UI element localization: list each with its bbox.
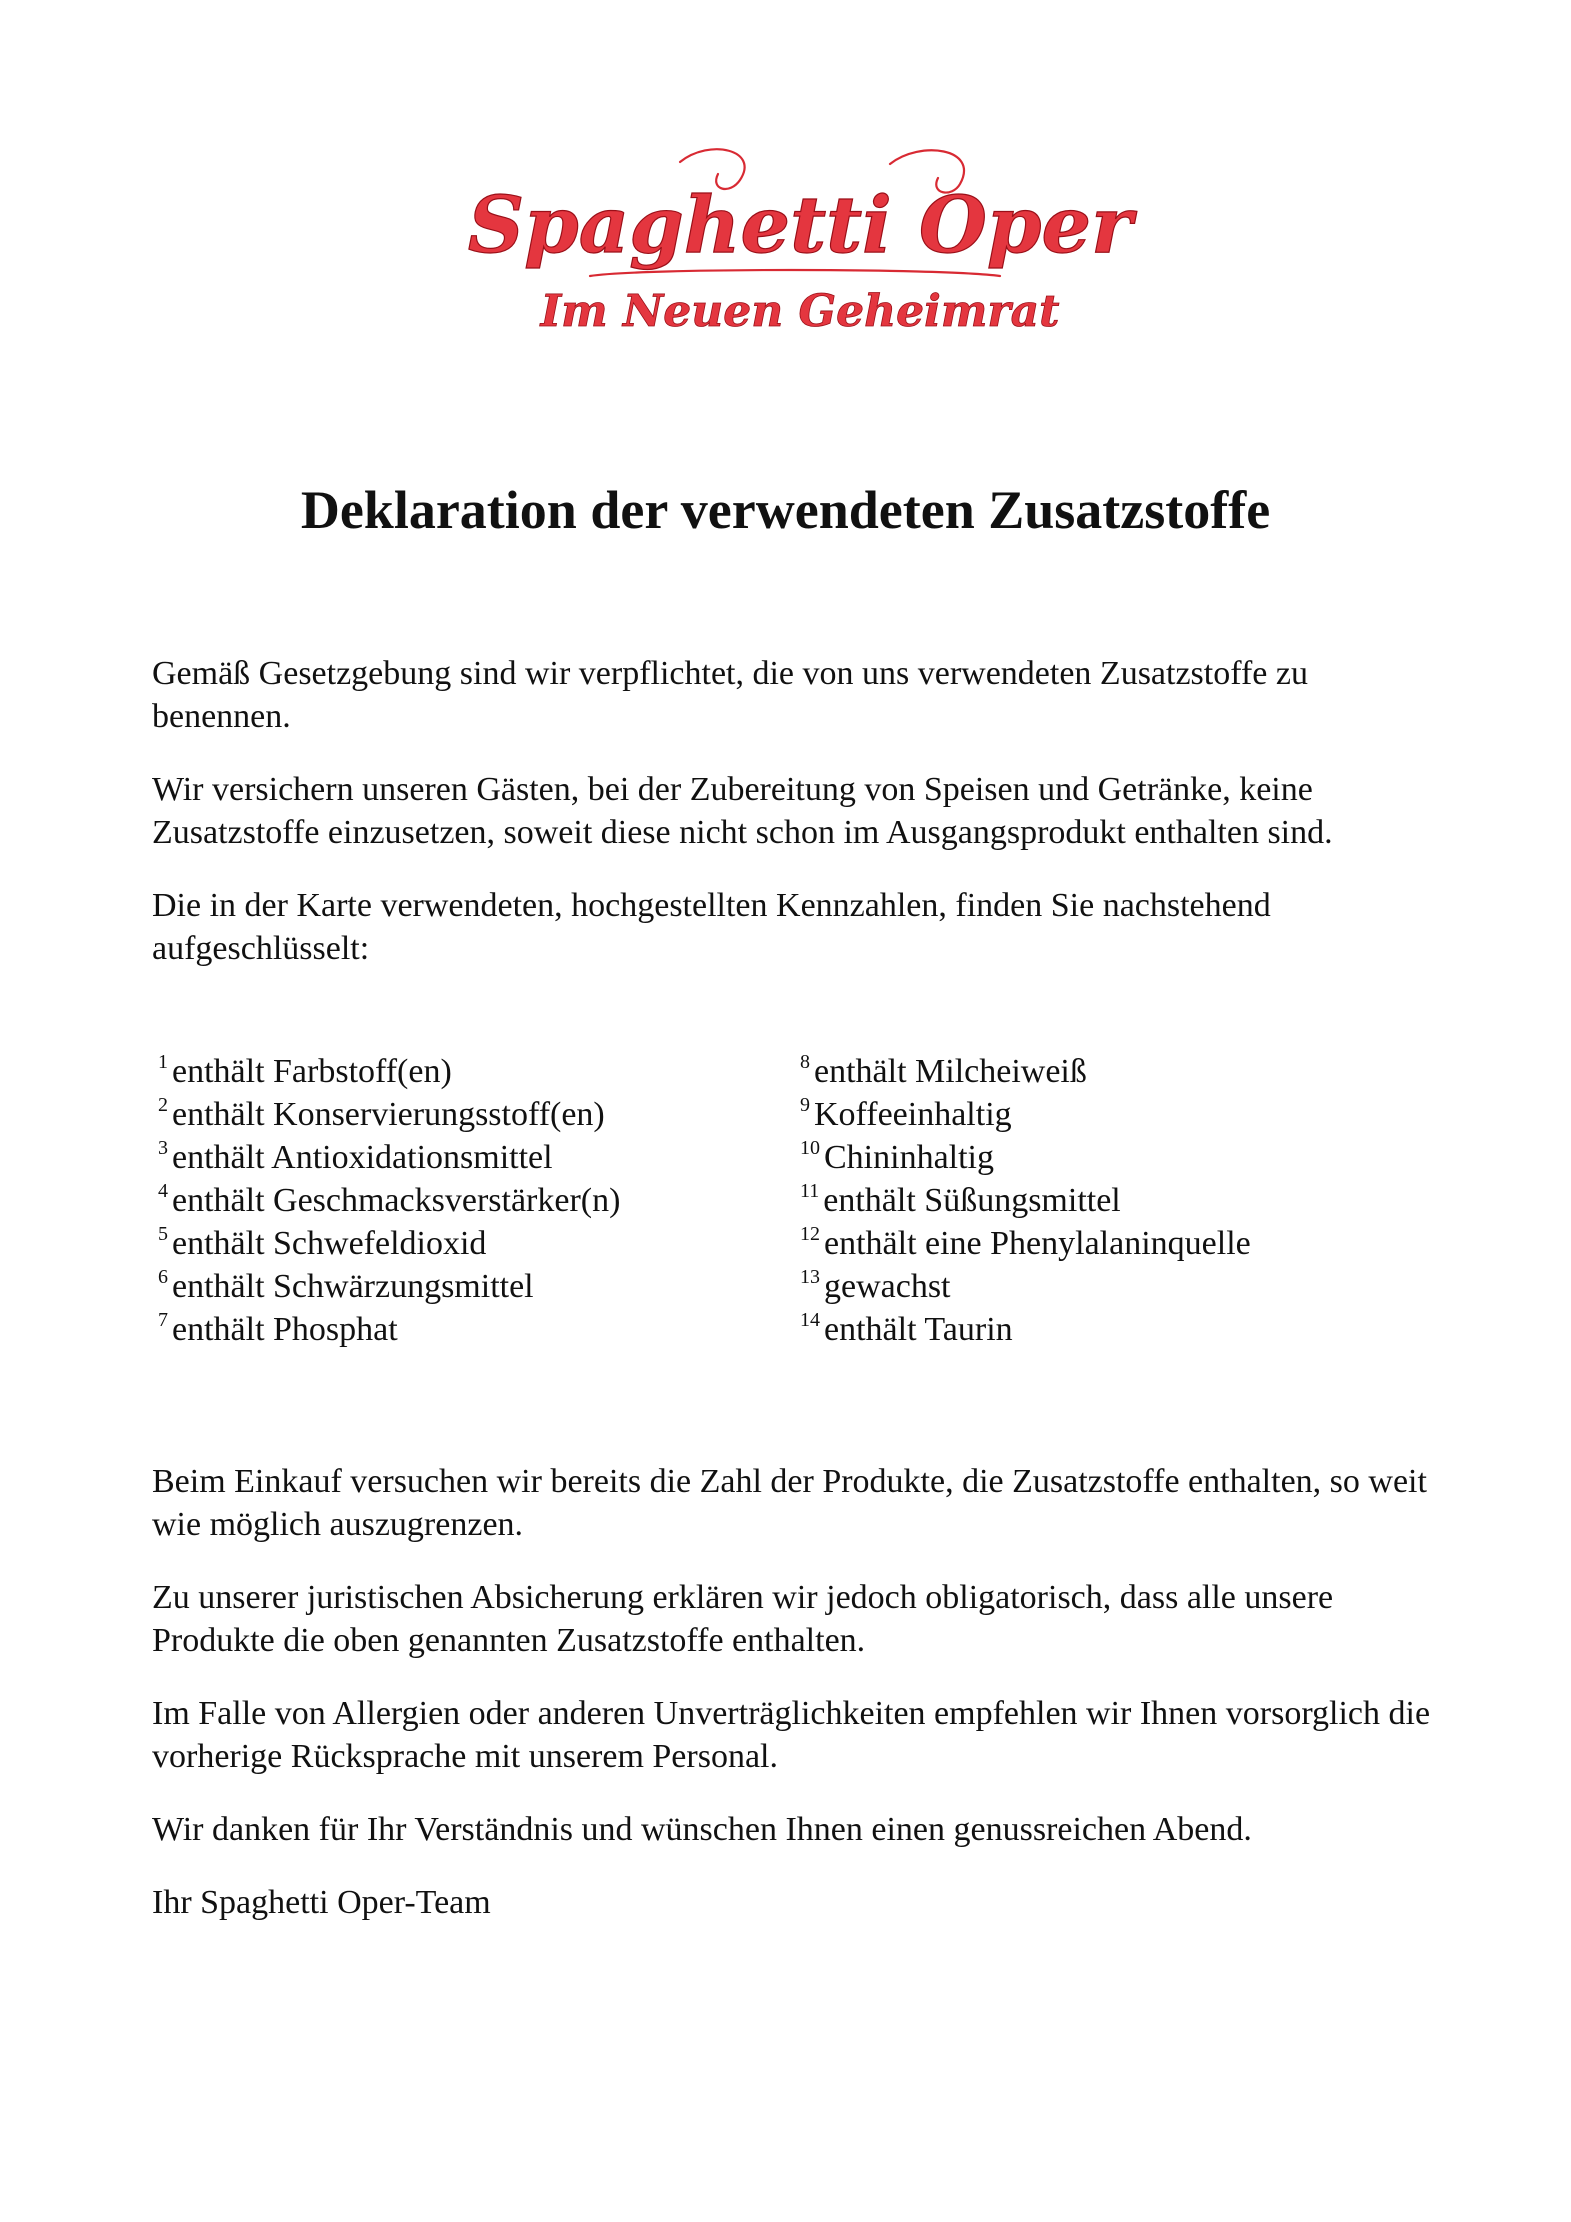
additive-item [800, 1093, 1251, 1136]
additive-number: 5 [158, 1223, 168, 1245]
additive-item [158, 1136, 620, 1179]
intro-paragraph: Wir versichern unseren Gästen, bei der Zubereitung von Speisen und Getränke, keine Zusatzstoffe einzusetzen, soweit diese nicht schon im Ausgangsprodukt enthalten sind. [152, 771, 1333, 851]
additive-number: 1 [158, 1051, 168, 1073]
additive-item [800, 1222, 1251, 1265]
additive-item [158, 1179, 620, 1222]
additive-label: enthält Farbstoff(en) [172, 1053, 452, 1090]
additive-label: enthält Milcheiweiß [814, 1053, 1087, 1090]
additive-label: enthält Schwefeldioxid [172, 1225, 487, 1262]
outro-section [152, 1460, 1442, 1954]
additive-number: 14 [800, 1309, 820, 1331]
intro-section [152, 652, 1442, 1000]
additive-number: 8 [800, 1051, 810, 1073]
additive-item [158, 1050, 620, 1093]
additive-item [800, 1136, 1251, 1179]
outro-paragraph: Beim Einkauf versuchen wir bereits die Zahl der Produkte, die Zusatzstoffe enthalten, so weit wie möglich auszugrenzen. [152, 1463, 1427, 1543]
additive-number: 9 [800, 1094, 810, 1116]
restaurant-logo [467, 140, 1133, 360]
additive-label: enthält eine Phenylalaninquelle [824, 1225, 1251, 1262]
additive-number: 10 [800, 1137, 820, 1159]
outro-paragraph: Zu unserer juristischen Absicherung erklären wir jedoch obligatorisch, dass alle unsere Produkte die oben genannten Zusatzstoffe enthalten. [152, 1579, 1334, 1659]
additive-label: enthält Taurin [824, 1311, 1013, 1348]
logo-line-2: Im Neuen Geheimrat [540, 286, 1060, 337]
additive-item [158, 1265, 620, 1308]
additive-label: Chininhaltig [824, 1139, 994, 1176]
additive-number: 2 [158, 1094, 168, 1116]
additive-number: 7 [158, 1309, 168, 1331]
logo-line-1: Spaghetti Oper [467, 180, 1133, 271]
additive-item [800, 1265, 1251, 1308]
intro-paragraph: Die in der Karte verwendeten, hochgestellten Kennzahlen, finden Sie nachstehend aufgeschlüsselt: [152, 887, 1271, 967]
signature: Ihr Spaghetti Oper-Team [152, 1884, 491, 1921]
additive-number: 4 [158, 1180, 168, 1202]
additive-label: Koffeeinhaltig [814, 1096, 1012, 1133]
intro-paragraph: Gemäß Gesetzgebung sind wir verpflichtet, die von uns verwendeten Zusatzstoffe zu benennen. [152, 655, 1308, 735]
outro-paragraph: Wir danken für Ihr Verständnis und wünschen Ihnen einen genussreichen Abend. [152, 1811, 1252, 1848]
additive-number: 12 [800, 1223, 820, 1245]
additives-list-right [800, 1050, 1251, 1351]
additive-number: 3 [158, 1137, 168, 1159]
additive-label: gewachst [824, 1268, 951, 1305]
additive-label: enthält Konservierungsstoff(en) [172, 1096, 605, 1133]
additive-label: enthält Schwärzungsmittel [172, 1268, 534, 1305]
additive-label: enthält Süßungsmittel [823, 1182, 1121, 1219]
additives-legend [152, 1050, 1442, 1350]
additive-item [800, 1179, 1251, 1222]
additive-item [158, 1222, 620, 1265]
additive-number: 6 [158, 1266, 168, 1288]
additive-number: 13 [800, 1266, 820, 1288]
additives-list-left [158, 1050, 620, 1351]
additive-label: enthält Antioxidationsmittel [172, 1139, 553, 1176]
additive-number: 11 [800, 1180, 820, 1202]
additive-item [158, 1308, 620, 1351]
logo-graphic [467, 140, 1133, 360]
page-title: Deklaration der verwendeten Zusatzstoffe [300, 480, 1271, 540]
additive-label: enthält Phosphat [172, 1311, 398, 1348]
additive-item [158, 1093, 620, 1136]
additive-label: enthält Geschmacksverstärker(n) [172, 1182, 621, 1219]
additive-item [800, 1308, 1251, 1351]
additive-item [800, 1050, 1251, 1093]
outro-paragraph: Im Falle von Allergien oder anderen Unverträglichkeiten empfehlen wir Ihnen vorsorglich die vorherige Rücksprache mit unserem Personal. [152, 1695, 1431, 1775]
